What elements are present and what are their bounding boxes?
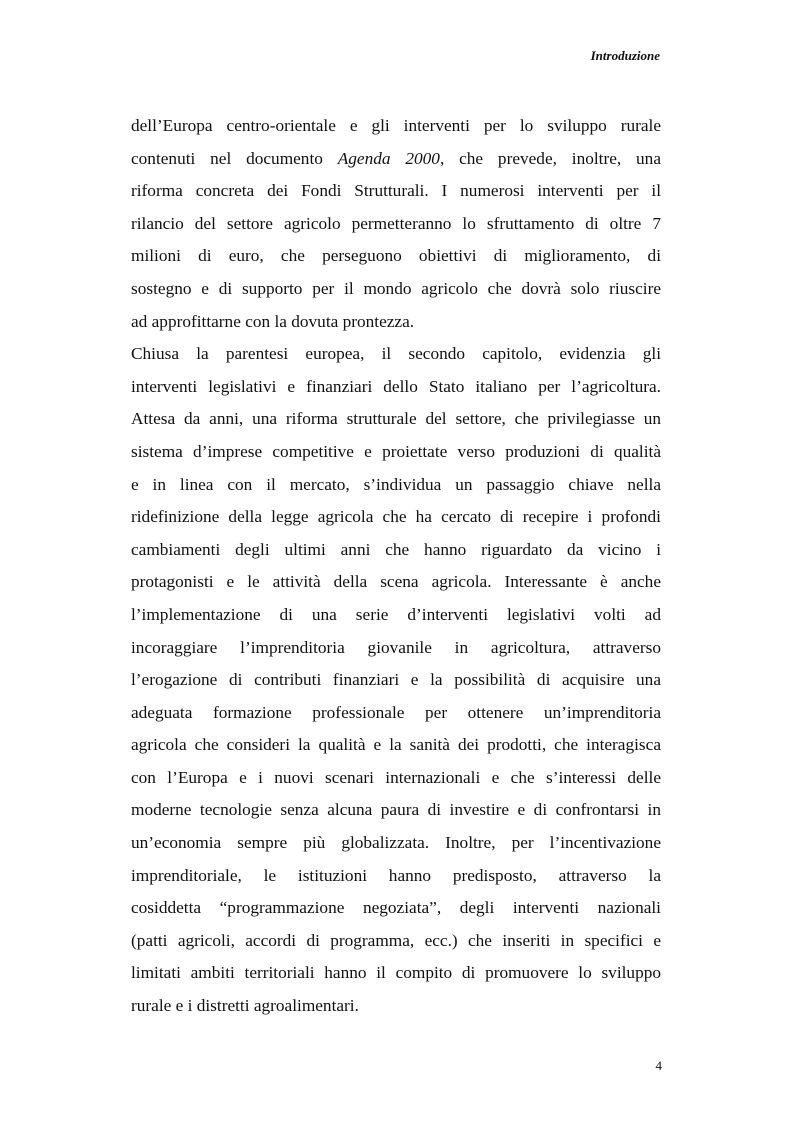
text-line: Attesa da anni, una riforma strutturale del settore, che privilegiasse un — [131, 409, 661, 429]
text-line: imprenditoriale, le istituzioni hanno predisposto, attraverso la — [131, 865, 661, 885]
text-line: sostegno e di supporto per il mondo agricolo che dovrà solo riuscire — [131, 278, 661, 298]
text-line: limitati ambiti territoriali hanno il compito di promuovere lo sviluppo — [131, 963, 661, 983]
text-line: rilancio del settore agricolo permetteranno lo sfruttamento di oltre 7 — [131, 213, 661, 233]
text-line: e in linea con il mercato, s’individua un passaggio chiave nella — [131, 474, 661, 494]
text-line: agricola che consideri la qualità e la sanità dei prodotti, che interagisca — [131, 735, 661, 755]
text-line: dell’Europa centro-orientale e gli interventi per lo sviluppo rurale — [131, 116, 661, 135]
page-number: 4 — [655, 1058, 662, 1073]
text-line: moderne tecnologie senza alcuna paura di investire e di confrontarsi in — [131, 800, 661, 820]
text-line: cosiddetta “programmazione negoziata”, degli interventi nazionali — [131, 898, 661, 918]
text-line: ridefinizione della legge agricola che ha cercato di recepire i profondi — [131, 507, 661, 527]
text-run: contenuti nel documento — [131, 148, 338, 168]
text-line: adeguata formazione professionale per ottenere un’imprenditoria — [131, 702, 661, 722]
text-line: sistema d’imprese competitive e proiettate verso produzioni di qualità — [131, 441, 661, 461]
paragraph-2 — [131, 338, 661, 1022]
text-line: milioni di euro, che perseguono obiettivi di miglioramento, di — [131, 246, 661, 266]
text-line: cambiamenti degli ultimi anni che hanno riguardato da vicino i — [131, 539, 661, 559]
text-line: l’erogazione di contributi finanziari e la possibilità di acquisire una — [131, 670, 661, 690]
text-line: (patti agricoli, accordi di programma, ecc.) che inseriti in specifici e — [131, 930, 661, 950]
text-line: con l’Europa e i nuovi scenari internazionali e che s’interessi delle — [131, 767, 661, 787]
text-line: protagonisti e le attività della scena agricola. Interessante è anche — [131, 572, 661, 592]
text-line: Chiusa la parentesi europea, il secondo capitolo, evidenzia gli — [131, 344, 661, 364]
text-line: un’economia sempre più globalizzata. Inoltre, per l’incentivazione — [131, 833, 661, 853]
text-run: , che prevede, inoltre, una — [439, 148, 661, 168]
text-line: rurale e i distretti agroalimentari. — [131, 996, 359, 1016]
body-text — [131, 110, 661, 1023]
document-title: Agenda 2000 — [337, 148, 440, 168]
text-line: l’implementazione di una serie d’interventi legislativi volti ad — [131, 604, 661, 624]
text-line: incoraggiare l’imprenditoria giovanile in agricoltura, attraverso — [131, 637, 661, 657]
text-line: riforma concreta dei Fondi Strutturali. I numerosi interventi per il — [131, 181, 661, 201]
text-line: interventi legislativi e finanziari dello Stato italiano per l’agricoltura. — [131, 376, 661, 396]
running-header: Introduzione — [590, 48, 660, 63]
text-line: ad approfittarne con la dovuta prontezza. — [131, 311, 415, 331]
paragraph-1 — [131, 110, 661, 338]
text-line — [131, 143, 661, 176]
